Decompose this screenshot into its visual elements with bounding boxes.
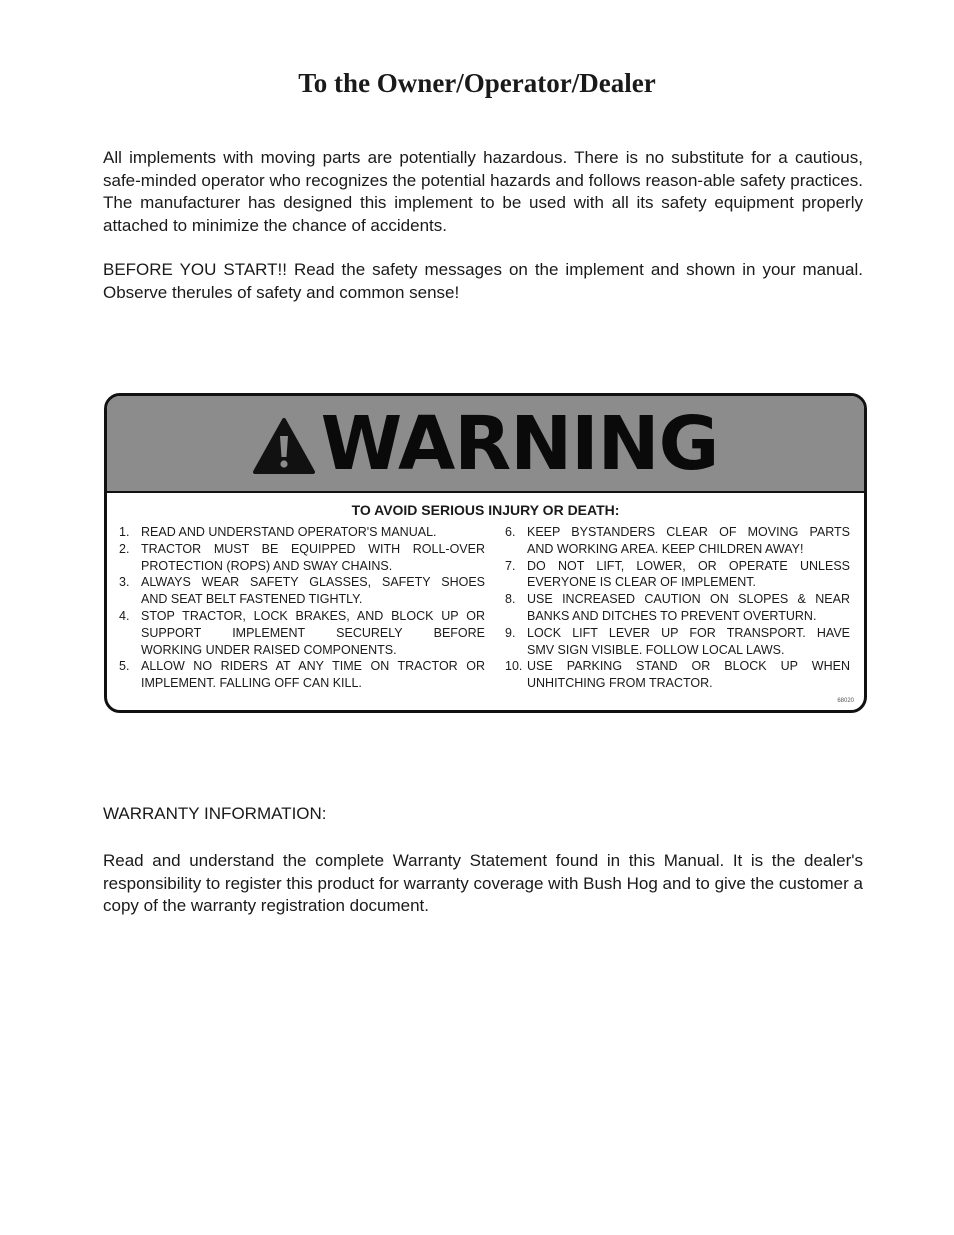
warning-decal bbox=[104, 393, 867, 713]
warning-item-number: 1. bbox=[119, 525, 130, 539]
warning-header bbox=[107, 396, 864, 493]
warning-item-number: 8. bbox=[505, 592, 516, 607]
warning-item-text: TRACTOR MUST BE EQUIPPED WITH ROLL-OVER bbox=[141, 541, 485, 556]
warning-item-number: 2. bbox=[119, 541, 130, 556]
warning-item bbox=[505, 524, 850, 558]
warranty-heading: WARRANTY INFORMATION: bbox=[103, 804, 327, 823]
warning-item-number: 3. bbox=[119, 575, 130, 590]
warning-item-number: 10. bbox=[505, 659, 523, 674]
warning-item bbox=[505, 558, 850, 592]
decal-code: 68020 bbox=[837, 698, 854, 704]
warning-item-text: STOP TRACTOR, LOCK BRAKES, AND BLOCK UP OR bbox=[141, 608, 485, 623]
warning-item bbox=[505, 591, 850, 625]
warning-item-text: READ AND UNDERSTAND OPERATOR'S MANUAL. bbox=[141, 525, 437, 539]
warning-item-text: ALWAYS WEAR SAFETY GLASSES, SAFETY SHOES bbox=[141, 575, 485, 590]
before-you-start-paragraph: BEFORE YOU START!! Read the safety messages on the implement and shown in your manual. Observe therules of safety and common sense! bbox=[103, 260, 863, 302]
warning-item-text: LOCK LIFT LEVER UP FOR TRANSPORT. HAVE bbox=[527, 625, 850, 640]
intro-paragraph: All implements with moving parts are potentially hazardous. There is no substitute for a cautious, safe-minded operator who recognizes the potential hazards and follows reason-able safety practices. The manufacturer has designed this implement to be used with all its safety equipment properly attached to minimize the chance of accidents. bbox=[103, 148, 863, 235]
warning-item-text: WORKING UNDER RAISED COMPONENTS. bbox=[141, 642, 397, 657]
warning-item-text: EVERYONE IS CLEAR OF IMPLEMENT. bbox=[527, 575, 756, 590]
warning-item-text: SUPPORT IMPLEMENT SECURELY BEFORE bbox=[141, 625, 485, 640]
warning-item-number: 7. bbox=[505, 558, 516, 573]
warning-headline: WARNING bbox=[320, 400, 719, 487]
warning-item-text: AND SEAT BELT FASTENED TIGHTLY. bbox=[141, 592, 363, 607]
warning-item bbox=[119, 608, 485, 658]
warranty-paragraph: Read and understand the complete Warranty Statement found in this Manual. It is the dealer's responsibility to register this product for warranty coverage with Bush Hog and to give the customer a copy of the warranty registration document. bbox=[103, 851, 863, 915]
warning-item-text: KEEP BYSTANDERS CLEAR OF MOVING PARTS bbox=[527, 525, 850, 539]
warning-item bbox=[119, 574, 485, 608]
warning-item-text: PROTECTION (ROPS) AND SWAY CHAINS. bbox=[141, 558, 393, 573]
warning-item-number: 4. bbox=[119, 608, 130, 623]
warning-item-text: IMPLEMENT. FALLING OFF CAN KILL. bbox=[141, 676, 362, 691]
warning-item bbox=[119, 541, 485, 575]
warning-item-text: AND WORKING AREA. KEEP CHILDREN AWAY! bbox=[527, 541, 804, 556]
warning-item bbox=[119, 658, 485, 692]
page-title: To the Owner/Operator/Dealer bbox=[298, 68, 656, 98]
warning-triangle-icon bbox=[253, 417, 315, 475]
warning-item-number: 6. bbox=[505, 525, 516, 539]
warning-subtitle: TO AVOID SERIOUS INJURY OR DEATH: bbox=[351, 502, 620, 518]
warning-item bbox=[505, 658, 850, 692]
warning-item-text: ALLOW NO RIDERS AT ANY TIME ON TRACTOR OR bbox=[141, 659, 485, 674]
warning-item bbox=[505, 625, 850, 659]
warning-item bbox=[119, 524, 485, 541]
warning-item-text: DO NOT LIFT, LOWER, OR OPERATE UNLESS bbox=[527, 558, 850, 573]
warning-item-text: UNHITCHING FROM TRACTOR. bbox=[527, 676, 713, 691]
warning-item-text: SMV SIGN VISIBLE. FOLLOW LOCAL LAWS. bbox=[527, 642, 785, 657]
warning-item-text: BANKS AND DITCHES TO PREVENT OVERTURN. bbox=[527, 608, 817, 623]
warning-column-left bbox=[119, 524, 485, 692]
warning-item-number: 9. bbox=[505, 625, 516, 640]
warning-column-right bbox=[505, 524, 850, 692]
warning-item-text: USE PARKING STAND OR BLOCK UP WHEN bbox=[527, 659, 850, 674]
warning-item-number: 5. bbox=[119, 659, 130, 674]
warning-item-text: USE INCREASED CAUTION ON SLOPES & NEAR bbox=[527, 592, 850, 607]
